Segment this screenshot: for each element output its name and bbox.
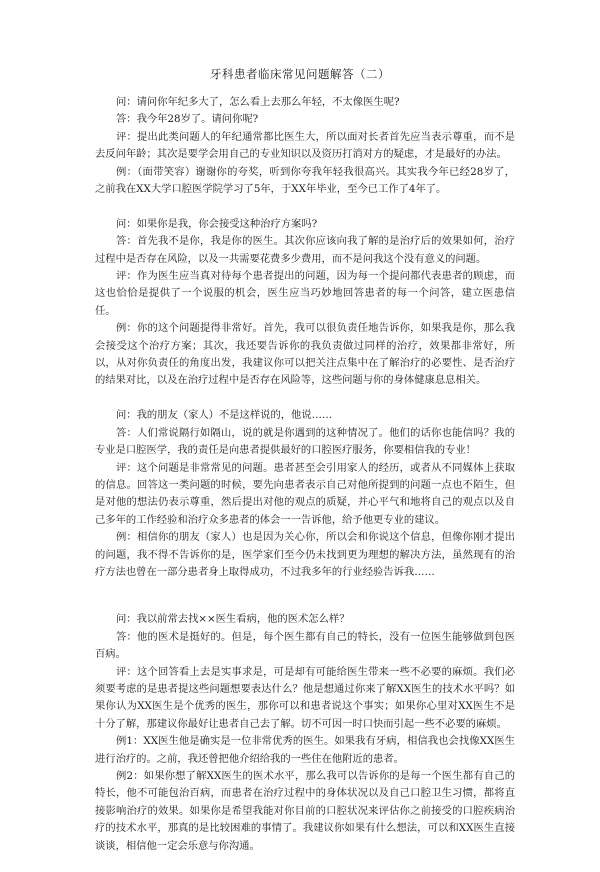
qa-section-4 — [95, 611, 515, 855]
comment: 评：这个回答看上去是实事求是，可是却有可能给医生带来一些不必要的麻烦。我们必须要考虑的是患者提这些问题想要表达什么？他是想通过你来了解XX医生的技术水平吗？如果你认为XX医生是个优秀的医生，那你可以和患者说这个事实；如果你心里对XX医生不是十分了解，那建议你最好让患者自己去了解。切不可因一时口快而引起一些不必要的麻烦。 — [95, 665, 515, 730]
qa-section-3 — [95, 407, 515, 581]
example-1: 例1：XX医生他是确实是一位非常优秀的医生。如果我有牙病，相信我也会找像XX医生进行治疗的。之前，我还曾把他介绍给我的一些住在他附近的患者。 — [95, 735, 515, 765]
qa-section-2 — [95, 216, 515, 390]
comment: 评：作为医生应当真对待每个患者提出的问题，因为每一个提问都代表患者的顾虑，而这也恰恰是提供了一个说服的机会，医生应当巧妙地回答患者的每一个问答，建立医患信任。 — [95, 270, 515, 317]
question: 问：请问你年纪多大了，怎么看上去那么年轻，不太像医生呢? — [116, 96, 400, 108]
question: 问：我的朋友（家人）不是这样说的，他说…… — [116, 409, 333, 422]
question: 问：如果你是我，你会接受这种治疗方案吗? — [116, 217, 318, 230]
comment: 评：这个问题是非常常见的问题。患者甚至会引用家人的经历，或者从不同媒体上获取的信息。回答这一类问题的时候，要先向患者表示自己对他所提到的问题一点也不陌生，但是对他的想法仍表示尊重，然后提出对他的观点的质疑，并心平气和地将自己的观点以及自己多年的工作经验和治疗众多患者的体会一一告诉他，给予他更专业的建议。 — [95, 461, 515, 526]
document-title: 牙科患者临床常见问题解答（二） — [210, 67, 390, 81]
answer: 答：首先我不是你，我是你的医生。其次你应该向我了解的是治疗后的效果如何，治疗过程中是否存在风险，以及一共需要花费多少费用，而不是问我这个没有意义的问题。 — [95, 235, 515, 265]
question: 问：我以前常去找××医生看病，他的医术怎么样？ — [116, 613, 350, 626]
example: 例：你的这个问题提得非常好。首先，我可以很负责任地告诉你，如果我是你，那么我会接受这个治疗方案；其次，我还要告诉你的我负责做过同样的治疗，效果都非常好，所以，从对你负责任的角度出发，我建议你可以把关注点集中在了解治疗的必要性、是否治疗的结果对比，以及在治疗过程中是否存在风险等，这些问题与你的身体健康息息相关。 — [95, 322, 515, 387]
example: 例：（面带笑容）谢谢你的夸奖，听到你夸我年轻我很高兴。其实我今年已经28岁了，之前我在XX大学口腔医学院学习了5年，于XX年毕业，至今已工作了4年了。 — [95, 165, 515, 196]
example-2: 例2：如果你想了解XX医生的医术水平，那么我可以告诉你的是每一个医生都有自己的特长，他不可能包治百病，而患者在治疗过程中的身体状况以及自己口腔卫生习惯，都将直接影响治疗的效果。如果你是希望我能对你目前的口腔状况来评估你之前接受的口腔疾病治疗的技术水平，那真的是比较困难的事情了。我建议你如果有什么想法，可以和XX医生直接谈谈，相信他一定会乐意与你沟通。 — [95, 770, 515, 852]
answer: 答：人们常说隔行如隔山，说的就是你遇到的这种情况了。他们的话你也能信吗？我的专业是口腔医学，我的责任是向患者提供最好的口腔医疗服务，你要相信我的专业！ — [95, 426, 515, 457]
document-body — [95, 94, 515, 872]
qa-section-1 — [95, 94, 515, 198]
answer: 答：他的医术是挺好的。但是，每个医生都有自己的特长，没有一位医生能够做到包医百病。 — [95, 630, 515, 661]
example: 例：相信你的朋友（家人）也是因为关心你，所以会和你说这个信息，但像你刚才提出的问题，我不得不告诉你的是，医学家们至今仍未找到更为理想的解决方法，虽然现有的治疗方法也曾在一部分患者身上取得成功，不过我多年的行业经验告诉我…… — [95, 531, 515, 578]
answer: 答：我今年28岁了。请问你呢? — [116, 113, 259, 126]
comment: 评：提出此类问题人的年纪通常都比医生大，所以面对长者首先应当表示尊重，而不是去反问年龄；其次是要学会用自己的专业知识以及资历打消对方的疑虑，才是最好的办法。 — [95, 130, 515, 161]
